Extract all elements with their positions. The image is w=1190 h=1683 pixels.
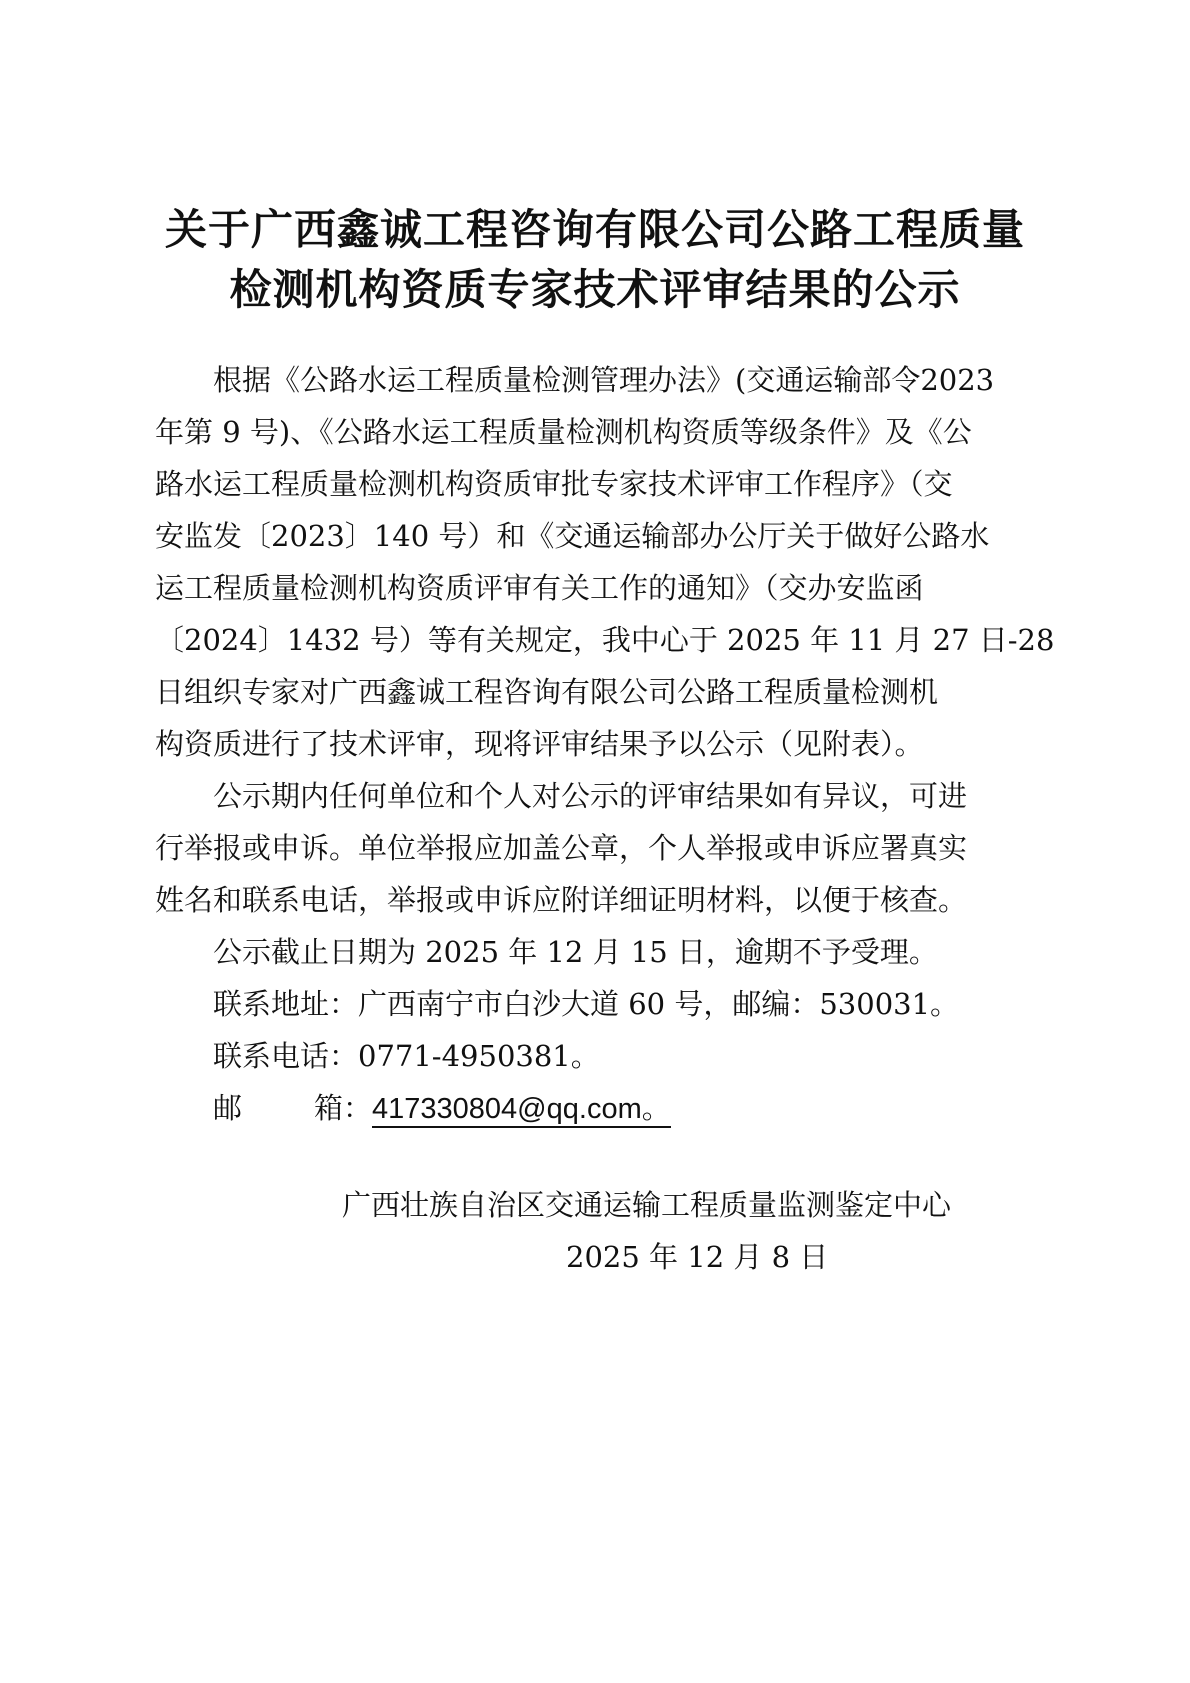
contact-phone: 联系电话：0771-4950381。 xyxy=(213,1039,600,1073)
deadline-line: 公示截止日期为 2025 年 12 月 15 日，逾期不予受理。 xyxy=(213,935,938,969)
paragraph1-line-4: 安监发〔2023〕140 号）和《交通运输部办公厅关于做好公路水 xyxy=(155,519,990,553)
signature-date: 2025 年 12 月 8 日 xyxy=(566,1240,829,1274)
paragraph2-line-3: 姓名和联系电话，举报或申诉应附详细证明材料，以便于核查。 xyxy=(155,883,968,917)
paragraph1-line-7: 日组织专家对广西鑫诚工程咨询有限公司公路工程质量检测机 xyxy=(155,675,939,709)
email-link[interactable]: 417330804@qq.com。 xyxy=(372,1093,671,1128)
paragraph1-line-3: 路水运工程质量检测机构资质审批专家技术评审工作程序》（交 xyxy=(155,467,953,501)
contact-email-row xyxy=(213,1088,671,1129)
paragraph1-line-8: 构资质进行了技术评审，现将评审结果予以公示（见附表）。 xyxy=(155,727,924,761)
contact-address: 联系地址：广西南宁市白沙大道 60 号，邮编：530031。 xyxy=(213,987,960,1021)
paragraph1-line-1: 根据《公路水运工程质量检测管理办法》(交通运输部令2023 xyxy=(213,363,995,397)
title-line-2: 检测机构资质专家技术评审结果的公示 xyxy=(229,265,961,314)
paragraph2-line-1: 公示期内任何单位和个人对公示的评审结果如有异议，可进 xyxy=(213,779,968,813)
paragraph2-line-2: 行举报或申诉。单位举报应加盖公章，个人举报或申诉应署真实 xyxy=(155,831,968,865)
email-label-part1: 邮 xyxy=(213,1091,243,1125)
document-title xyxy=(100,200,1090,320)
signature-org: 广西壮族自治区交通运输工程质量监测鉴定中心 xyxy=(342,1188,952,1222)
paragraph1-line-2: 年第 9 号)、《公路水运工程质量检测机构资质等级条件》及《公 xyxy=(155,415,972,449)
title-line-1: 关于广西鑫诚工程咨询有限公司公路工程质量 xyxy=(164,205,1025,254)
paragraph1-line-6: 〔2024〕1432 号）等有关规定，我中心于 2025 年 11 月 27 日-28 xyxy=(155,623,1055,657)
email-label-part2: 箱： xyxy=(314,1091,373,1125)
paragraph1-line-5: 运工程质量检测机构资质评审有关工作的通知》（交办安监函 xyxy=(155,571,924,605)
